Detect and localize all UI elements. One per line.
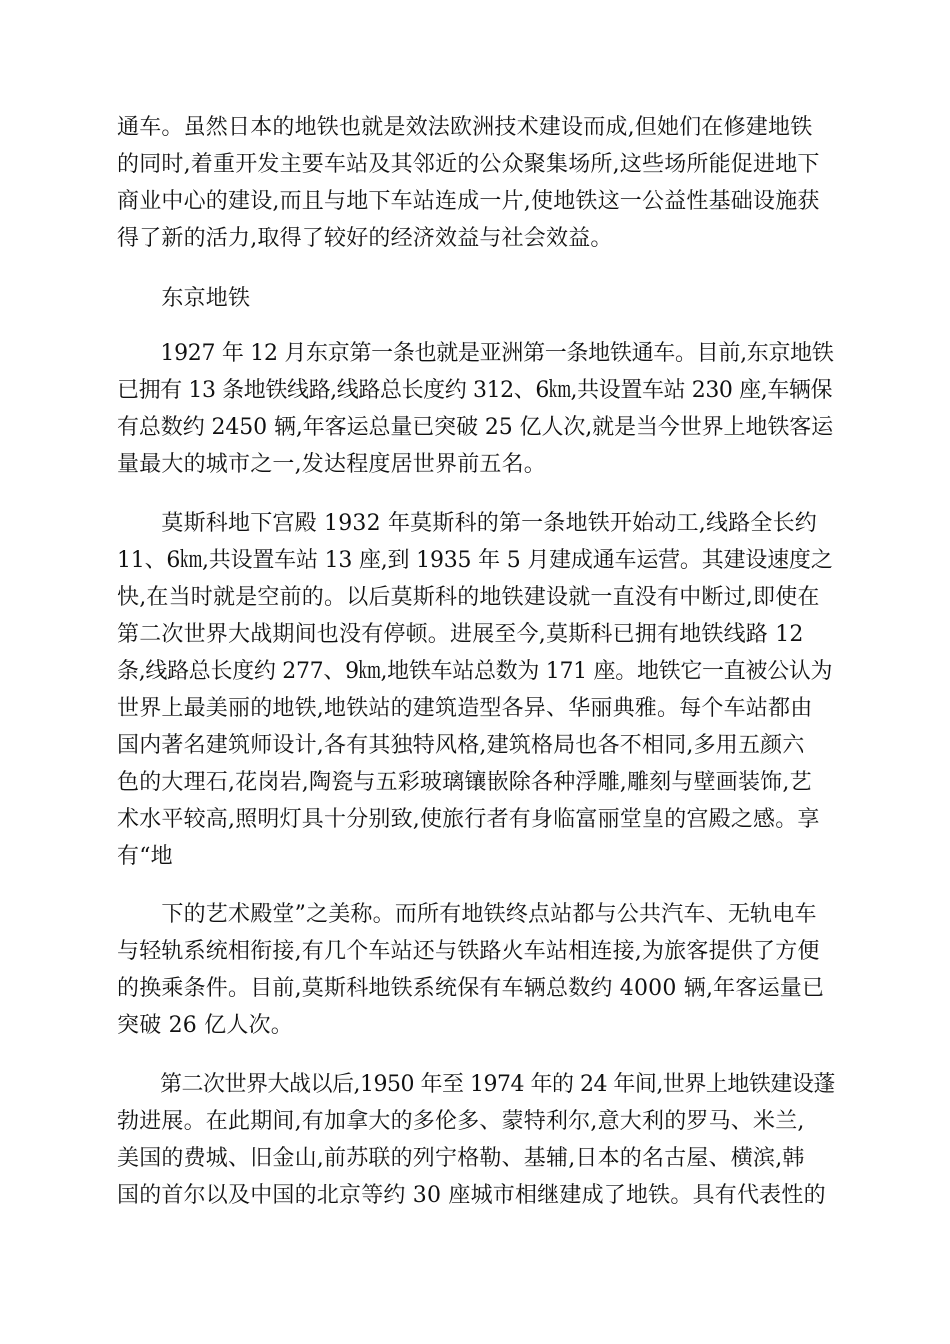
text-line: 色的大理石,花岗岩,陶瓷与五彩玻璃镶嵌除各种浮雕,雕刻与壁画装饰,艺: [117, 770, 812, 795]
text-line: 国的首尔以及中国的北京等约 30 座城市相继建成了地铁。具有代表性的: [117, 1183, 826, 1208]
text-line: 突破 26 亿人次。: [117, 1013, 293, 1038]
text-line: 第二次世界大战以后,1950 年至 1974 年的 24 年间,世界上地铁建设蓬: [117, 1072, 835, 1097]
text-line: 11、6㎞,共设置车站 13 座,到 1935 年 5 月建成通车运营。其建设速度之: [117, 548, 833, 573]
text-line: 下的艺术殿堂”之美称。而所有地铁终点站都与公共汽车、无轨电车: [117, 902, 817, 927]
paragraph-postwar-expansion: [117, 1066, 835, 1214]
text-line: 的同时,着重开发主要车站及其邻近的公众聚集场所,这些场所能促进地下: [117, 152, 820, 177]
section-heading-tokyo-metro: [117, 280, 835, 317]
text-line: 东京地铁: [117, 286, 251, 311]
text-line: 得了新的活力,取得了较好的经济效益与社会效益。: [117, 226, 613, 251]
text-line: 术水平较高,照明灯具十分别致,使旅行者有身临富丽堂皇的宫殿之感。享: [117, 807, 820, 832]
text-line: 有总数约 2450 辆,年客运总量已突破 25 亿人次,就是当今世界上地铁客运: [117, 415, 834, 440]
paragraph-tokyo-metro: [117, 335, 835, 483]
text-line: 条,线路总长度约 277、9㎞,地铁车站总数为 171 座。地铁它一直被公认为: [117, 659, 833, 684]
text-line: 量最大的城市之一,发达程度居世界前五名。: [117, 452, 546, 477]
paragraph-moscow-art-palace: [117, 896, 835, 1044]
text-line: 美国的费城、旧金山,前苏联的列宁格勒、基辅,日本的名古屋、横滨,韩: [117, 1146, 805, 1171]
text-line: 1927 年 12 月东京第一条也就是亚洲第一条地铁通车。目前,东京地铁: [117, 341, 834, 366]
text-line: 通车。虽然日本的地铁也就是效法欧洲技术建设而成,但她们在修建地铁: [117, 115, 813, 140]
text-line: 国内著名建筑师设计,各有其独特风格,建筑格局也各不相同,多用五颜六: [117, 733, 805, 758]
paragraph-moscow-metro: [117, 505, 835, 875]
text-line: 商业中心的建设,而且与地下车站连成一片,使地铁这一公益性基础设施获: [117, 189, 820, 214]
text-line: 第二次世界大战期间也没有停顿。进展至今,莫斯科已拥有地铁线路 12: [117, 622, 804, 647]
text-line: 与轻轨系统相衔接,有几个车站还与铁路火车站相连接,为旅客提供了方便: [117, 939, 820, 964]
text-line: 有“地: [117, 844, 173, 869]
text-line: 的换乘条件。目前,莫斯科地铁系统保有车辆总数约 4000 辆,年客运量已: [117, 976, 825, 1001]
text-line: 莫斯科地下宫殿 1932 年莫斯科的第一条地铁开始动工,线路全长约: [117, 511, 817, 536]
paragraph-japan-metro: [117, 109, 835, 257]
text-line: 勃进展。在此期间,有加拿大的多伦多、蒙特利尔,意大利的罗马、米兰,: [117, 1109, 805, 1134]
text-line: 快,在当时就是空前的。以后莫斯科的地铁建设就一直没有中断过,即使在: [117, 585, 820, 610]
text-line: 世界上最美丽的地铁,地铁站的建筑造型各异、华丽典雅。每个车站都由: [117, 696, 813, 721]
text-line: 已拥有 13 条地铁线路,线路总长度约 312、6㎞,共设置车站 230 座,车辆保: [117, 378, 833, 403]
